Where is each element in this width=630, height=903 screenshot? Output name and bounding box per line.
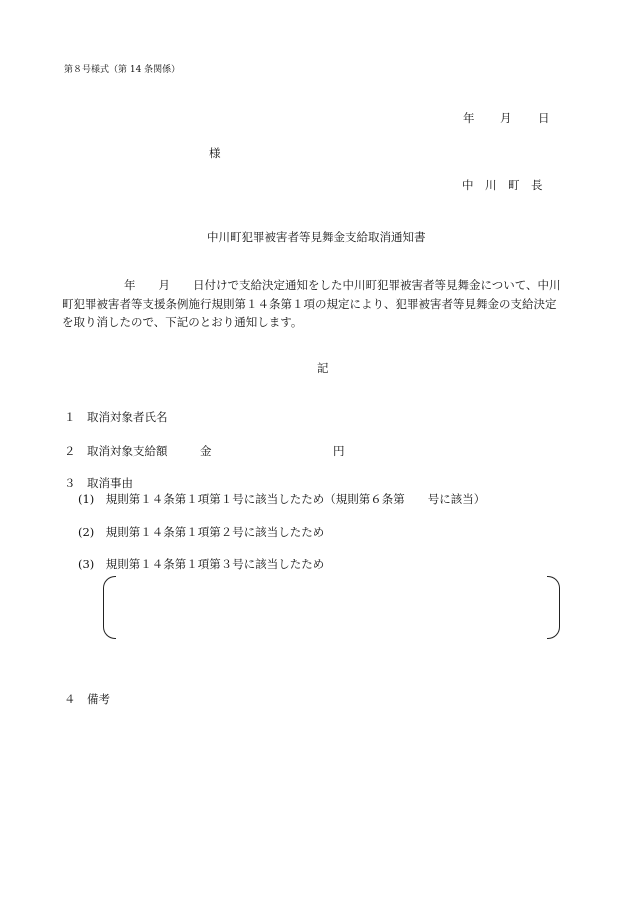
form-number-label: 第８号様式（第 14 条関係）	[64, 65, 181, 75]
document-title: 中川町犯罪被害者等見舞金支給取消通知書	[207, 230, 426, 244]
reason-1: (1) 規則第１４条第１項第１号に該当したため（規則第６条第 号に該当）	[78, 492, 486, 506]
item-2-target-amount: ２ 取消対象支給額	[64, 444, 168, 458]
item-4-remarks: ４ 備考	[64, 692, 110, 706]
issuer-name: 中 川 町 長	[462, 178, 543, 192]
ki-heading: 記	[317, 361, 329, 375]
item-1-target-name: １ 取消対象者氏名	[64, 410, 168, 424]
date-year-label: 年	[463, 111, 475, 125]
notice-body	[62, 276, 596, 332]
addressee-suffix: 様	[209, 146, 221, 160]
body-line-3: を取り消したので、下記のとおり通知します。	[62, 315, 303, 329]
reason-3: (3) 規則第１４条第１項第３号に該当したため	[78, 557, 325, 571]
body-line-1: 年 月 日付けで支給決定通知をした中川町犯罪被害者等見舞金について、中川	[124, 278, 561, 292]
body-line-2: 町犯罪被害者等支援条例施行規則第１４条第１項の規定により、犯罪被害者等見舞金の支給決定	[62, 296, 557, 311]
item-2-yen: 円	[333, 444, 345, 458]
reason-2: (2) 規則第１４条第１項第２号に該当したため	[78, 525, 325, 539]
item-2-kin: 金	[200, 444, 212, 458]
item-3-reason-heading: ３ 取消事由	[64, 476, 133, 490]
reason-3-bracket-right	[547, 576, 560, 639]
reason-3-bracket-left	[103, 576, 116, 639]
date-month-label: 月	[500, 111, 512, 125]
date-day-label: 日	[538, 111, 550, 125]
